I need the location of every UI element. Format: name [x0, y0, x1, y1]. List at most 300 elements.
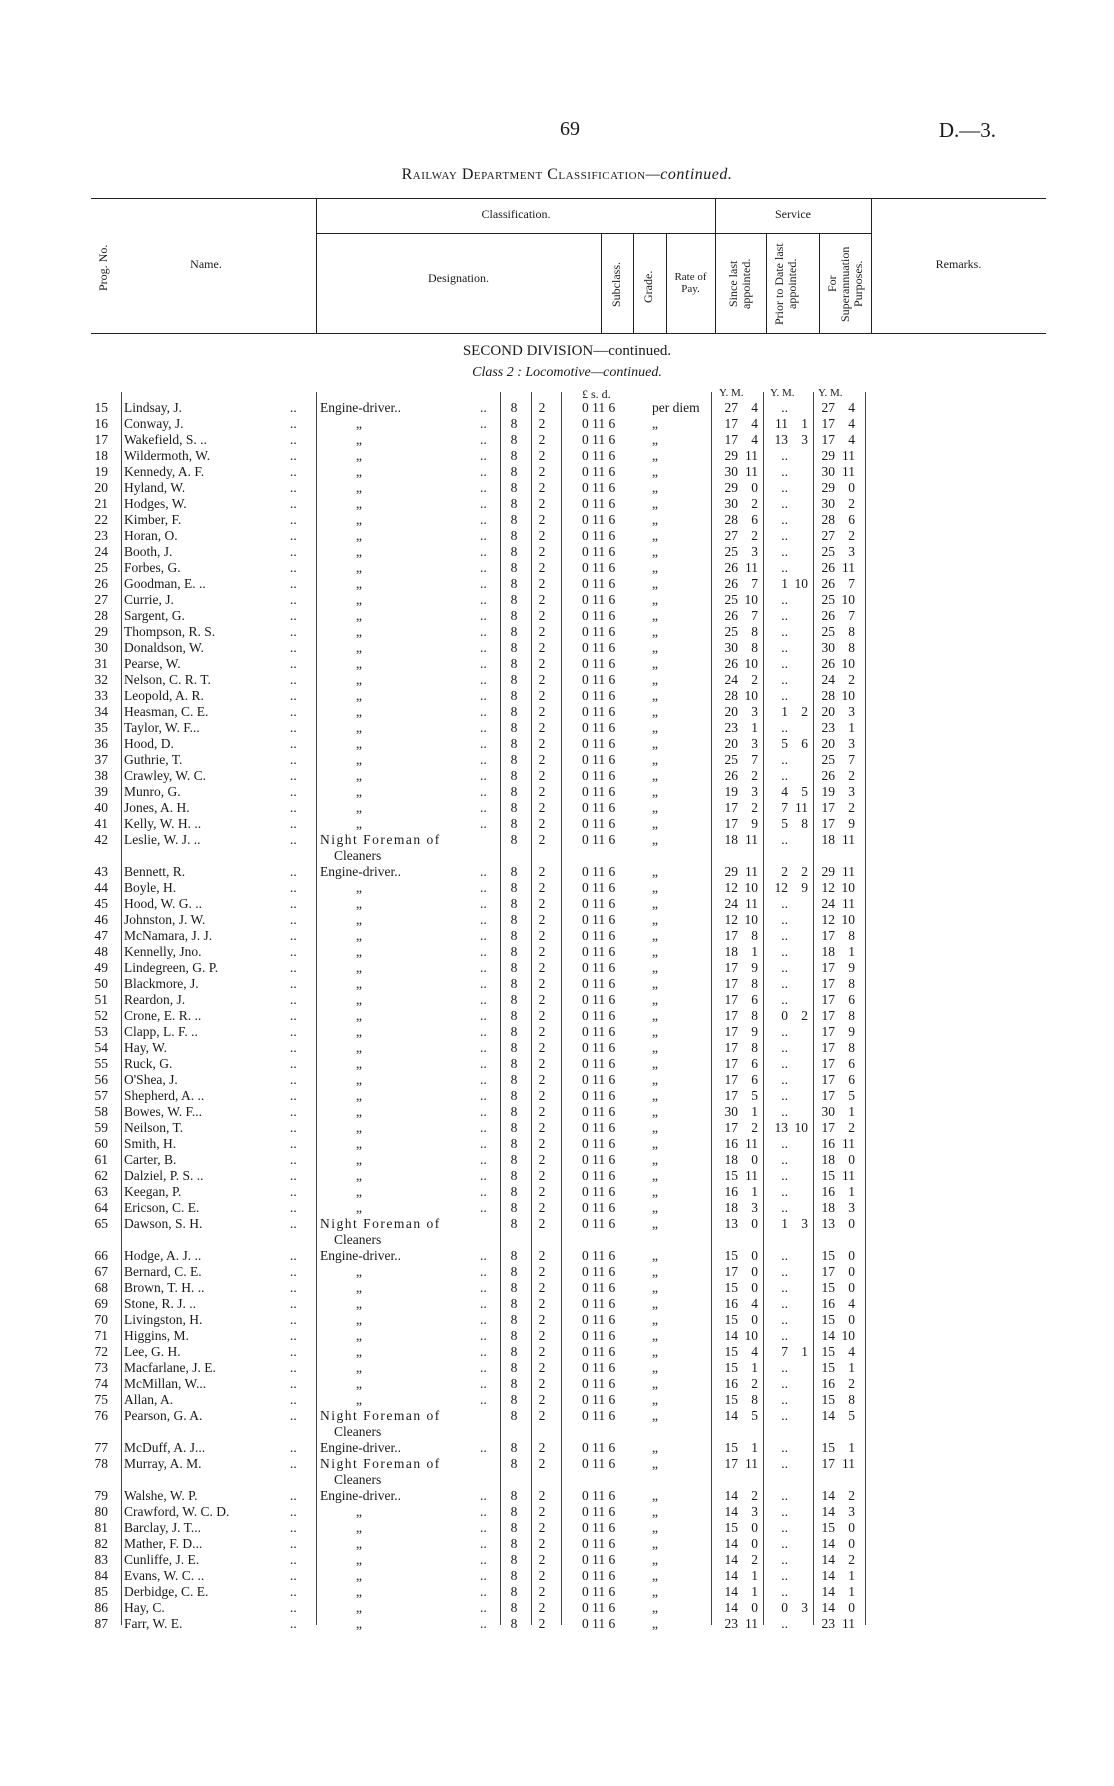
cell-pay: 0 11 6	[582, 1328, 616, 1343]
division-heading: SECOND DIVISION—continued.	[462, 343, 672, 359]
cell-sy: 25	[724, 592, 738, 607]
leader-dots: ..	[290, 992, 297, 1007]
cell-sub: 8	[510, 1328, 518, 1343]
cell-name: Farr, W. E.	[124, 1616, 183, 1631]
cell-gr: 2	[538, 1200, 546, 1215]
cell-per: „	[652, 592, 658, 607]
cell-sy: 15	[724, 1392, 738, 1407]
cell-sm: 4	[751, 400, 758, 415]
cell-sm: 11	[745, 1616, 758, 1631]
leader-dots: ..	[480, 576, 487, 591]
cell-sy: 27	[724, 528, 738, 543]
cell-sy: 24	[724, 896, 738, 911]
leader-dots: ..	[290, 784, 297, 799]
cell-sy: 30	[724, 496, 738, 511]
cell-py: ..	[781, 1056, 788, 1071]
cell-des: Night Foreman of	[320, 1456, 441, 1471]
leader-dots: ..	[480, 1088, 487, 1103]
cell-fy: 14	[821, 1504, 835, 1519]
cell-no: 84	[94, 1568, 108, 1583]
cell-pay: 0 11 6	[582, 624, 616, 639]
cell-fy: 12	[821, 912, 835, 927]
cell-sm: 10	[744, 592, 758, 607]
cell-sm: 8	[751, 1040, 758, 1055]
cell-gr: 2	[538, 1120, 546, 1135]
cell-sm: 2	[751, 1120, 758, 1135]
table-row	[80, 1504, 980, 1520]
cell-name: Hyland, W.	[124, 480, 186, 495]
leader-dots: ..	[290, 1296, 297, 1311]
cell-no: 52	[94, 1008, 108, 1023]
cell-sub: 8	[510, 1552, 518, 1567]
cell-sm: 1	[751, 720, 758, 735]
cell-gr: 2	[538, 1504, 546, 1519]
cell-no: 60	[94, 1136, 108, 1151]
cell-des: „	[356, 944, 362, 959]
cell-gr: 2	[538, 496, 546, 511]
cell-fm: 6	[848, 992, 855, 1007]
leader-dots: ..	[480, 1200, 487, 1215]
cell-des: „	[356, 576, 362, 591]
cell-per: „	[652, 992, 658, 1007]
cell-sy: 14	[724, 1504, 738, 1519]
leader-dots: ..	[480, 1536, 487, 1551]
cell-des: „	[356, 528, 362, 543]
cell-pay: 0 11 6	[582, 992, 616, 1007]
cell-pay: 0 11 6	[582, 576, 616, 591]
cell-fy: 25	[821, 592, 835, 607]
leader-dots: ..	[290, 1024, 297, 1039]
cell-sm: 0	[751, 1520, 758, 1535]
cell-gr: 2	[538, 1008, 546, 1023]
cell-sm: 3	[751, 1504, 758, 1519]
cell-sy: 26	[724, 608, 738, 623]
cell-per: „	[652, 1488, 658, 1503]
cell-pay: 0 11 6	[582, 768, 616, 783]
cell-sy: 25	[724, 544, 738, 559]
leader-dots: ..	[480, 1600, 487, 1615]
cell-sy: 24	[724, 672, 738, 687]
cell-des: „	[356, 560, 362, 575]
leader-dots: ..	[290, 816, 297, 831]
cell-gr: 2	[538, 560, 546, 575]
leader-dots: ..	[290, 672, 297, 687]
cell-des: „	[356, 1136, 362, 1151]
cell-des2: Cleaners	[334, 848, 382, 863]
cell-fm: 1	[848, 944, 855, 959]
cell-no: 79	[94, 1488, 108, 1503]
cell-py: ..	[781, 464, 788, 479]
cell-name: Leopold, A. R.	[124, 688, 204, 703]
cell-sy: 13	[724, 1216, 738, 1231]
cell-pay: 0 11 6	[582, 1456, 616, 1471]
cell-fy: 16	[821, 1376, 835, 1391]
col-name: Name.	[190, 257, 222, 271]
cell-per: „	[652, 416, 658, 431]
cell-gr: 2	[538, 752, 546, 767]
cell-pay: 0 11 6	[582, 544, 616, 559]
leader-dots: ..	[480, 672, 487, 687]
cell-gr: 2	[538, 704, 546, 719]
cell-sm: 0	[751, 1536, 758, 1551]
cell-fy: 17	[821, 928, 835, 943]
cell-des: „	[356, 976, 362, 991]
cell-gr: 2	[538, 800, 546, 815]
cell-sy: 15	[724, 1280, 738, 1295]
cell-fm: 3	[848, 736, 855, 751]
cell-name: Kennelly, Jno.	[124, 944, 202, 959]
cell-fy: 15	[821, 1392, 835, 1407]
table-row	[80, 1520, 980, 1536]
leader-dots: ..	[290, 592, 297, 607]
cell-pay: 0 11 6	[582, 1168, 616, 1183]
cell-fy: 18	[821, 832, 835, 847]
leader-dots: ..	[480, 432, 487, 447]
leader-dots: ..	[480, 640, 487, 655]
leader-dots: ..	[290, 1488, 297, 1503]
cell-des: „	[356, 1344, 362, 1359]
cell-des: „	[356, 1312, 362, 1327]
cell-des2: Cleaners	[334, 1424, 382, 1439]
cell-sy: 14	[724, 1600, 738, 1615]
cell-fm: 11	[842, 464, 855, 479]
cell-no: 64	[94, 1200, 108, 1215]
cell-fm: 0	[848, 480, 855, 495]
cell-fy: 15	[821, 1360, 835, 1375]
leader-dots: ..	[290, 1328, 297, 1343]
table-row	[80, 416, 980, 432]
cell-fm: 4	[848, 1296, 855, 1311]
cell-fm: 11	[842, 1616, 855, 1631]
cell-no: 58	[94, 1104, 108, 1119]
col-grade: Grade.	[641, 270, 655, 304]
cell-py: ..	[781, 1280, 788, 1295]
cell-fm: 2	[848, 800, 855, 815]
cell-sub: 8	[510, 640, 518, 655]
cell-pay: 0 11 6	[582, 1152, 616, 1167]
cell-fm: 4	[848, 1344, 855, 1359]
cell-pay: 0 11 6	[582, 688, 616, 703]
col-service: Service	[775, 207, 811, 221]
cell-fm: 0	[848, 1312, 855, 1327]
cell-gr: 2	[538, 944, 546, 959]
leader-dots: ..	[290, 768, 297, 783]
cell-py: ..	[781, 592, 788, 607]
cell-per: „	[652, 1360, 658, 1375]
cell-per: „	[652, 608, 658, 623]
cell-no: 17	[94, 432, 108, 447]
cell-sy: 17	[724, 960, 738, 975]
cell-py: ..	[781, 1408, 788, 1423]
cell-gr: 2	[538, 400, 546, 415]
cell-sub: 8	[510, 1392, 518, 1407]
cell-sub: 8	[510, 1568, 518, 1583]
cell-sy: 16	[724, 1184, 738, 1199]
cell-fm: 5	[848, 1088, 855, 1103]
cell-py: ..	[781, 1520, 788, 1535]
cell-pay: 0 11 6	[582, 1360, 616, 1375]
col-prior-to-date: Prior to Date last appointed.	[772, 243, 799, 325]
cell-py: 7	[781, 1344, 788, 1359]
cell-sm: 1	[751, 944, 758, 959]
table-row	[80, 672, 980, 688]
cell-name: Wakefield, S. ..	[124, 432, 207, 447]
cell-des: Engine-driver..	[320, 864, 401, 879]
cell-fy: 25	[821, 752, 835, 767]
cell-fm: 10	[841, 1328, 855, 1343]
cell-fy: 14	[821, 1600, 835, 1615]
class-heading	[0, 365, 1114, 381]
cell-no: 15	[94, 400, 108, 415]
cell-fm: 2	[848, 768, 855, 783]
cell-gr: 2	[538, 416, 546, 431]
cell-pay: 0 11 6	[582, 528, 616, 543]
cell-sy: 17	[724, 992, 738, 1007]
cell-per: „	[652, 1552, 658, 1567]
cell-fm: 0	[848, 1248, 855, 1263]
cell-gr: 2	[538, 1520, 546, 1535]
cell-fy: 18	[821, 1152, 835, 1167]
leader-dots: ..	[480, 656, 487, 671]
cell-pay: 0 11 6	[582, 560, 616, 575]
cell-gr: 2	[538, 1040, 546, 1055]
cell-sub: 8	[510, 656, 518, 671]
table-row	[80, 720, 980, 736]
cell-des: „	[356, 960, 362, 975]
cell-fy: 28	[821, 512, 835, 527]
cell-pay: 0 11 6	[582, 1296, 616, 1311]
table-row	[80, 1584, 980, 1600]
cell-py: 5	[781, 736, 788, 751]
cell-name: Ruck, G.	[124, 1056, 173, 1071]
cell-des: „	[356, 1520, 362, 1535]
leader-dots: ..	[290, 1408, 297, 1423]
cell-sub: 8	[510, 704, 518, 719]
cell-pay: 0 11 6	[582, 640, 616, 655]
cell-fm: 8	[848, 976, 855, 991]
cell-sub: 8	[510, 880, 518, 895]
cell-sm: 2	[751, 1552, 758, 1567]
leader-dots: ..	[480, 768, 487, 783]
cell-sm: 11	[745, 464, 758, 479]
cell-sy: 29	[724, 864, 738, 879]
cell-name: McNamara, J. J.	[124, 928, 213, 943]
cell-py: 2	[781, 864, 788, 879]
cell-sm: 2	[751, 800, 758, 815]
cell-gr: 2	[538, 1248, 546, 1263]
leader-dots: ..	[290, 1440, 297, 1455]
cell-gr: 2	[538, 672, 546, 687]
cell-name: Mather, F. D...	[124, 1536, 203, 1551]
leader-dots: ..	[290, 1072, 297, 1087]
leader-dots: ..	[480, 1152, 487, 1167]
leader-dots: ..	[480, 1584, 487, 1599]
cell-sy: 15	[724, 1312, 738, 1327]
cell-name: Lindegreen, G. P.	[124, 960, 219, 975]
cell-sy: 23	[724, 1616, 738, 1631]
cell-py: 5	[781, 816, 788, 831]
cell-des: „	[356, 592, 362, 607]
cell-per: „	[652, 1584, 658, 1599]
cell-sy: 25	[724, 752, 738, 767]
cell-name: Derbidge, C. E.	[124, 1584, 209, 1599]
cell-per: „	[652, 1056, 658, 1071]
cell-name: Bernard, C. E.	[124, 1264, 202, 1279]
table-row	[80, 992, 980, 1008]
table-row	[80, 464, 980, 480]
cell-fm: 10	[841, 912, 855, 927]
cell-no: 34	[94, 704, 108, 719]
cell-sy: 14	[724, 1328, 738, 1343]
cell-sm: 9	[751, 1024, 758, 1039]
table-row	[80, 896, 980, 912]
cell-sub: 8	[510, 816, 518, 831]
cell-des: „	[356, 1072, 362, 1087]
leader-dots: ..	[290, 1056, 297, 1071]
cell-gr: 2	[538, 1296, 546, 1311]
table-row	[80, 752, 980, 768]
cell-sub: 8	[510, 832, 518, 847]
leader-dots: ..	[290, 1280, 297, 1295]
leader-dots: ..	[480, 736, 487, 751]
cell-no: 36	[94, 736, 108, 751]
cell-fy: 29	[821, 448, 835, 463]
cell-no: 55	[94, 1056, 108, 1071]
cell-des: „	[356, 1536, 362, 1551]
cell-py: ..	[781, 448, 788, 463]
cell-pm: 2	[801, 864, 808, 879]
cell-pay: 0 11 6	[582, 832, 616, 847]
cell-name: Sargent, G.	[124, 608, 185, 623]
table-row	[80, 576, 980, 592]
cell-pay: 0 11 6	[582, 784, 616, 799]
cell-gr: 2	[538, 1280, 546, 1295]
cell-per: „	[652, 928, 658, 943]
leader-dots: ..	[290, 1536, 297, 1551]
cell-per: „	[652, 1024, 658, 1039]
leader-dots: ..	[480, 1344, 487, 1359]
cell-des: „	[356, 992, 362, 1007]
cell-sy: 18	[724, 1152, 738, 1167]
leader-dots: ..	[290, 1200, 297, 1215]
table-row	[80, 1280, 980, 1296]
cell-per: „	[652, 432, 658, 447]
cell-pay: 0 11 6	[582, 1120, 616, 1135]
cell-py: ..	[781, 1024, 788, 1039]
cell-sub: 8	[510, 496, 518, 511]
table-row	[80, 1056, 980, 1072]
cell-no: 49	[94, 960, 108, 975]
cell-gr: 2	[538, 1376, 546, 1391]
period-units-prior: Y. M.	[770, 387, 795, 399]
cell-fy: 17	[821, 1040, 835, 1055]
leader-dots: ..	[480, 1184, 487, 1199]
cell-no: 78	[94, 1456, 108, 1471]
cell-sm: 11	[745, 448, 758, 463]
cell-fy: 17	[821, 816, 835, 831]
leader-dots: ..	[290, 1248, 297, 1263]
cell-sm: 6	[751, 1072, 758, 1087]
cell-fy: 15	[821, 1344, 835, 1359]
cell-fm: 10	[841, 592, 855, 607]
cell-per: „	[652, 1520, 658, 1535]
cell-per: „	[652, 496, 658, 511]
cell-sm: 5	[751, 1408, 758, 1423]
cell-no: 16	[94, 416, 108, 431]
cell-sm: 11	[745, 832, 758, 847]
cell-sm: 3	[751, 736, 758, 751]
cell-py: 7	[781, 800, 788, 815]
cell-name: Kelly, W. H. ..	[124, 816, 202, 831]
cell-pay: 0 11 6	[582, 1504, 616, 1519]
cell-pay: 0 11 6	[582, 1184, 616, 1199]
leader-dots: ..	[290, 1568, 297, 1583]
cell-gr: 2	[538, 1184, 546, 1199]
cell-sub: 8	[510, 1504, 518, 1519]
cell-py: ..	[781, 1104, 788, 1119]
cell-name: Barclay, J. T...	[124, 1520, 201, 1535]
cell-sub: 8	[510, 1072, 518, 1087]
cell-sm: 0	[751, 1264, 758, 1279]
cell-fm: 3	[848, 784, 855, 799]
cell-per: „	[652, 880, 658, 895]
cell-sm: 3	[751, 1200, 758, 1215]
leader-dots: ..	[290, 1552, 297, 1567]
cell-gr: 2	[538, 1568, 546, 1583]
cell-sm: 0	[751, 1216, 758, 1231]
cell-pay: 0 11 6	[582, 816, 616, 831]
leader-dots: ..	[480, 896, 487, 911]
cell-name: Lindsay, J.	[124, 400, 182, 415]
leader-dots: ..	[480, 1552, 487, 1567]
cell-gr: 2	[538, 928, 546, 943]
cell-fm: 3	[848, 704, 855, 719]
table-row	[80, 592, 980, 608]
cell-py: ..	[781, 656, 788, 671]
leader-dots: ..	[480, 1520, 487, 1535]
cell-sm: 11	[745, 1168, 758, 1183]
cell-sub: 8	[510, 1120, 518, 1135]
cell-fm: 7	[848, 576, 855, 591]
cell-fm: 3	[848, 1200, 855, 1215]
cell-pay: 0 11 6	[582, 880, 616, 895]
cell-des: „	[356, 608, 362, 623]
cell-py: ..	[781, 832, 788, 847]
cell-sm: 11	[745, 1136, 758, 1151]
cell-pay: 0 11 6	[582, 1072, 616, 1087]
table-row	[80, 432, 980, 448]
cell-name: Smith, H.	[124, 1136, 177, 1151]
cell-pay: 0 11 6	[582, 1216, 616, 1231]
table-row	[80, 928, 980, 944]
cell-no: 43	[94, 864, 108, 879]
cell-name: Hood, D.	[124, 736, 174, 751]
cell-sm: 10	[744, 656, 758, 671]
cell-fm: 0	[848, 1216, 855, 1231]
cell-fm: 4	[848, 416, 855, 431]
cell-py: ..	[781, 544, 788, 559]
table-row	[80, 912, 980, 928]
cell-des: „	[356, 1056, 362, 1071]
cell-sy: 17	[724, 800, 738, 815]
leader-dots: ..	[480, 400, 487, 415]
table-row	[80, 608, 980, 624]
col-designation: Designation.	[428, 271, 489, 285]
cell-gr: 2	[538, 976, 546, 991]
table-body	[80, 400, 980, 1632]
leader-dots: ..	[480, 1104, 487, 1119]
cell-py: ..	[781, 960, 788, 975]
